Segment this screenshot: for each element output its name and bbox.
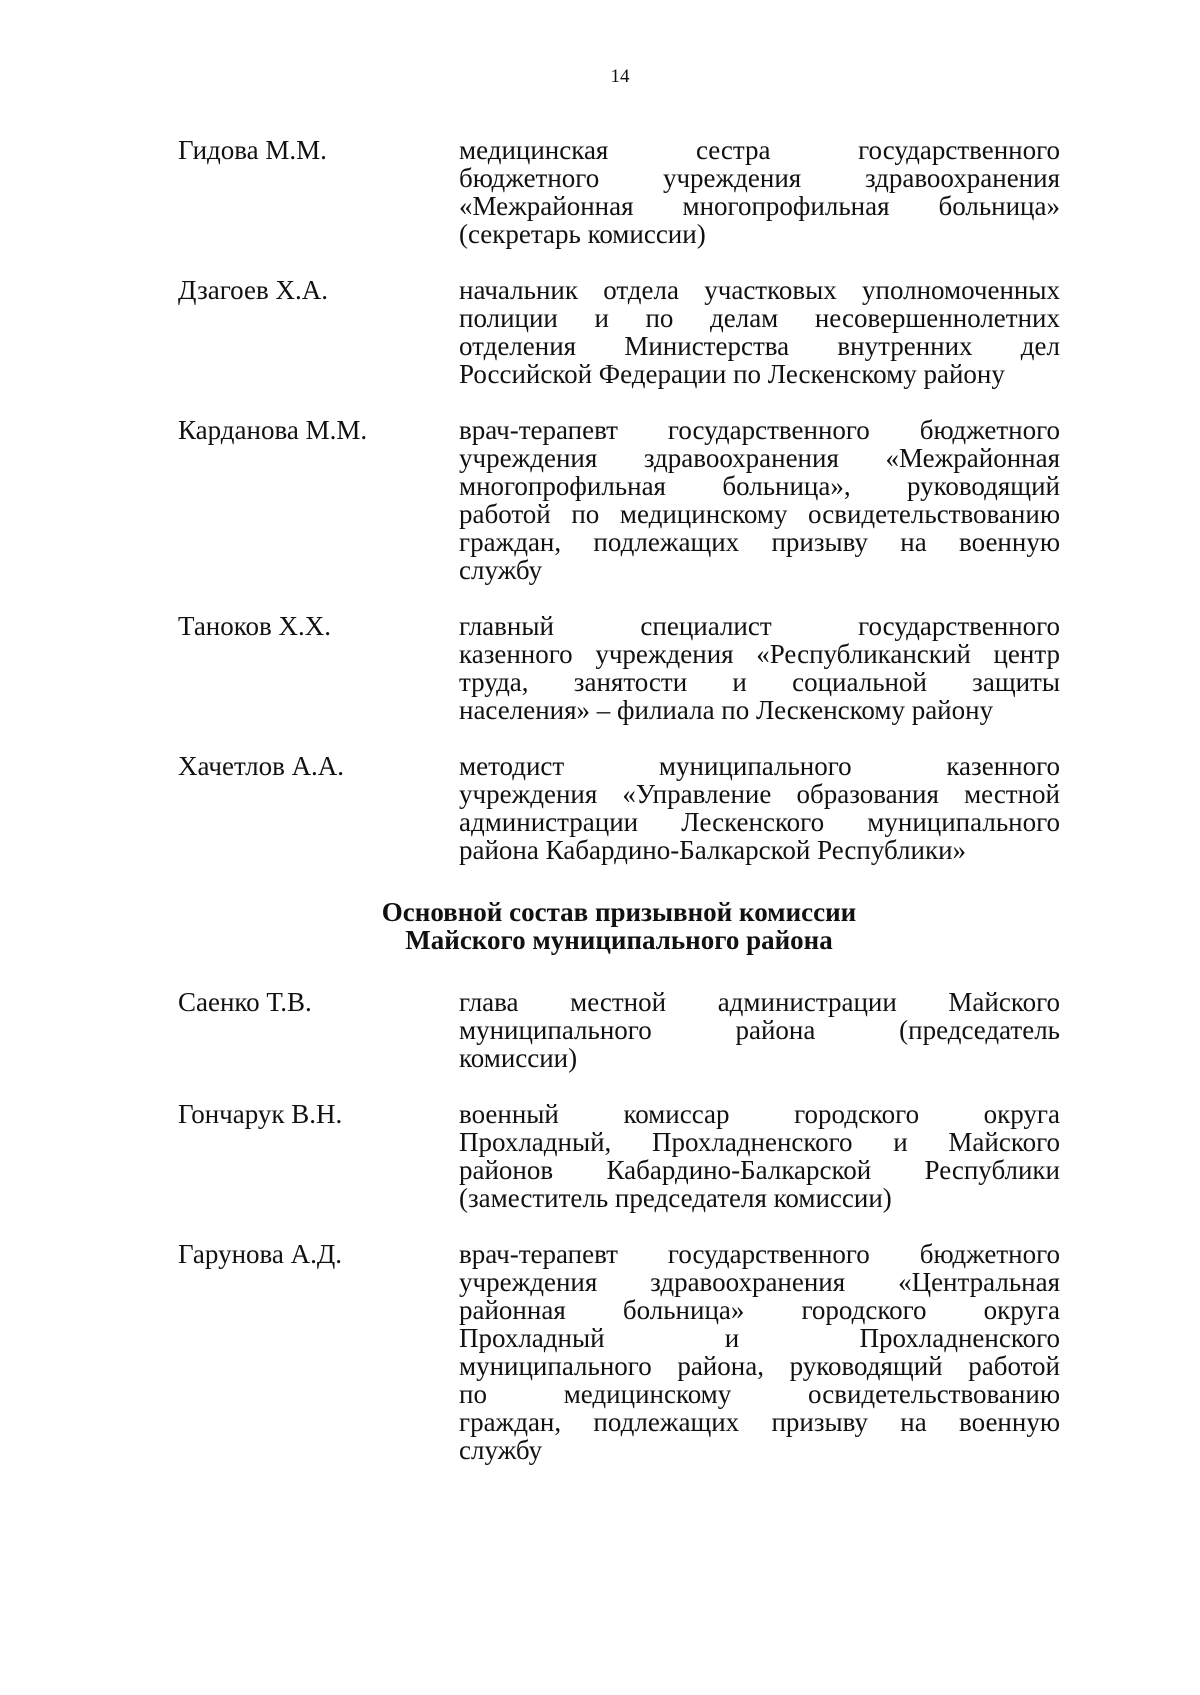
member-name: Карданова М.М. — [178, 415, 368, 445]
member-role: глава местной администрации Майского муниципального района (председатель комиссии) — [459, 987, 1060, 1073]
member-entry — [178, 612, 1060, 724]
member-role: главный специалист государственного казенного учреждения «Республиканский центр труда, занятости и социальной защиты населения» – филиала по Лескенскому району — [459, 611, 1060, 725]
member-role: медицинская сестра государственного бюджетного учреждения здравоохранения «Межрайонная многопрофильная больница» (секретарь комиссии) — [459, 135, 1060, 249]
page-number: 14 — [610, 66, 630, 87]
section-heading-line-2: Майского муниципального района — [405, 925, 833, 955]
document-body — [178, 136, 1060, 1464]
member-name: Гидова М.М. — [178, 135, 327, 165]
member-entry — [178, 416, 1060, 584]
member-role: начальник отдела участковых уполномоченных полиции и по делам несовершеннолетних отделения Министерства внутренних дел Российской Федерации по Лескенскому району — [459, 275, 1060, 389]
main-commission-members-list — [178, 988, 1060, 1464]
member-entry — [178, 276, 1060, 388]
member-entry — [178, 752, 1060, 864]
member-name: Гарунова А.Д. — [178, 1239, 343, 1269]
member-name: Хачетлов А.А. — [178, 751, 345, 781]
member-name: Гончарук В.Н. — [178, 1099, 343, 1129]
member-role: военный комиссар городского округа Прохладный, Прохладненского и Майского районов Кабардино-Балкарской Республики (заместитель председателя комиссии) — [459, 1099, 1060, 1213]
commission-members-list — [178, 136, 1060, 864]
member-role: врач-терапевт государственного бюджетного учреждения здравоохранения «Межрайонная многопрофильная больница», руководящий работой по медицинскому освидетельствованию граждан, подлежащих призыву на военную службу — [459, 415, 1060, 585]
member-role: врач-терапевт государственного бюджетного учреждения здравоохранения «Центральная районная больница» городского округа Прохладный и Прохладненского муниципального района, руководящий работой по медицинскому освидетельствованию граждан, подлежащих призыву на военную службу — [459, 1239, 1060, 1465]
member-entry — [178, 1100, 1060, 1212]
member-name: Таноков Х.Х. — [178, 611, 331, 641]
member-entry — [178, 988, 1060, 1072]
section-heading — [178, 898, 1060, 954]
member-name: Дзагоев Х.А. — [178, 275, 328, 305]
section-heading-line-1: Основной состав призывной комиссии — [381, 897, 857, 927]
member-entry — [178, 136, 1060, 248]
member-name: Саенко Т.В. — [178, 987, 312, 1017]
member-entry — [178, 1240, 1060, 1464]
member-role: методист муниципального казенного учреждения «Управление образования местной администрации Лескенского муниципального района Кабардино-Балкарской Республики» — [459, 751, 1060, 865]
